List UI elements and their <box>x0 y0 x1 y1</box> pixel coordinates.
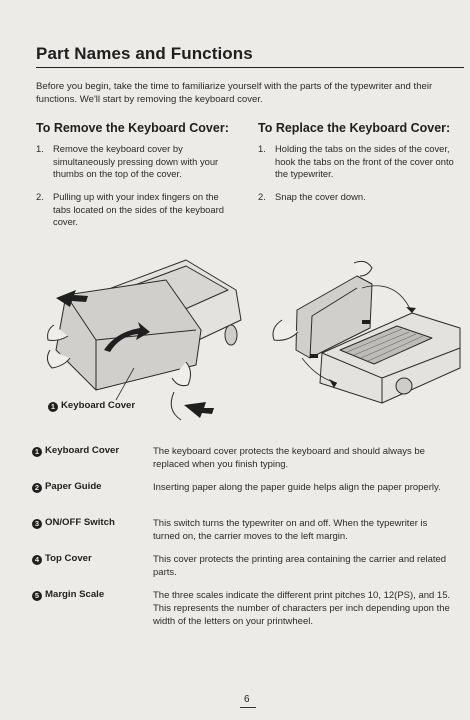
part-number-badge: 1 <box>32 447 42 457</box>
keyboard-cover-callout <box>48 400 135 412</box>
callout-number-badge: 1 <box>48 402 58 412</box>
part-description: Inserting paper along the paper guide helps align the paper properly. <box>153 482 441 493</box>
part-name <box>32 589 104 601</box>
page-number-underline <box>240 707 256 708</box>
step-number: 2. <box>258 191 266 202</box>
part-name-text: ON/OFF Switch <box>45 517 115 528</box>
step-text: Remove the keyboard cover by simultaneously pressing down with your thumbs on the top of the cover. <box>53 143 219 179</box>
part-number-badge: 3 <box>32 519 42 529</box>
part-description: The three scales indicate the different print pitches 10, 12(PS), and 15. This represents the number of characters per inch depending upon the width of the letters on your printwheel. <box>153 590 451 627</box>
part-name-text: Paper Guide <box>45 481 102 492</box>
intro-paragraph: Before you begin, take the time to familiarize yourself with the parts of the typewriter and their functions. We'll start by removing the keyboard cover. <box>36 81 433 105</box>
part-name-text: Keyboard Cover <box>45 445 120 456</box>
remove-cover-heading: To Remove the Keyboard Cover: <box>36 121 229 135</box>
part-description: This switch turns the typewriter on and off. When the typewriter is turned on, the carrier moves to the left margin. <box>153 518 428 542</box>
remove-cover-illustration <box>36 250 246 425</box>
part-name <box>32 481 102 493</box>
replace-cover-heading: To Replace the Keyboard Cover: <box>258 121 451 135</box>
part-number-badge: 2 <box>32 483 42 493</box>
step-number: 2. <box>36 191 44 202</box>
part-name-text: Top Cover <box>45 553 92 564</box>
step-number: 1. <box>36 143 44 154</box>
part-name <box>32 553 92 565</box>
part-number-badge: 4 <box>32 555 42 565</box>
part-description: This cover protects the printing area containing the carrier and related parts. <box>153 554 447 578</box>
page-number: 6 <box>244 694 250 705</box>
part-name <box>32 517 115 529</box>
callout-label-text: Keyboard Cover <box>61 400 136 411</box>
part-number-badge: 5 <box>32 591 42 601</box>
part-description: The keyboard cover protects the keyboard and should always be replaced when you finish typing. <box>153 446 425 470</box>
step-text: Snap the cover down. <box>275 191 366 202</box>
step-text: Holding the tabs on the sides of the cover, hook the tabs on the front of the cover onto the typewriter. <box>275 143 454 179</box>
step-number: 1. <box>258 143 266 154</box>
part-name-text: Margin Scale <box>45 589 105 600</box>
replace-cover-illustration <box>262 258 464 418</box>
part-name <box>32 445 119 457</box>
page-title: Part Names and Functions <box>36 44 253 63</box>
title-underline <box>36 67 464 68</box>
step-text: Pulling up with your index fingers on the tabs located on the sides of the keyboard cover. <box>53 191 224 227</box>
